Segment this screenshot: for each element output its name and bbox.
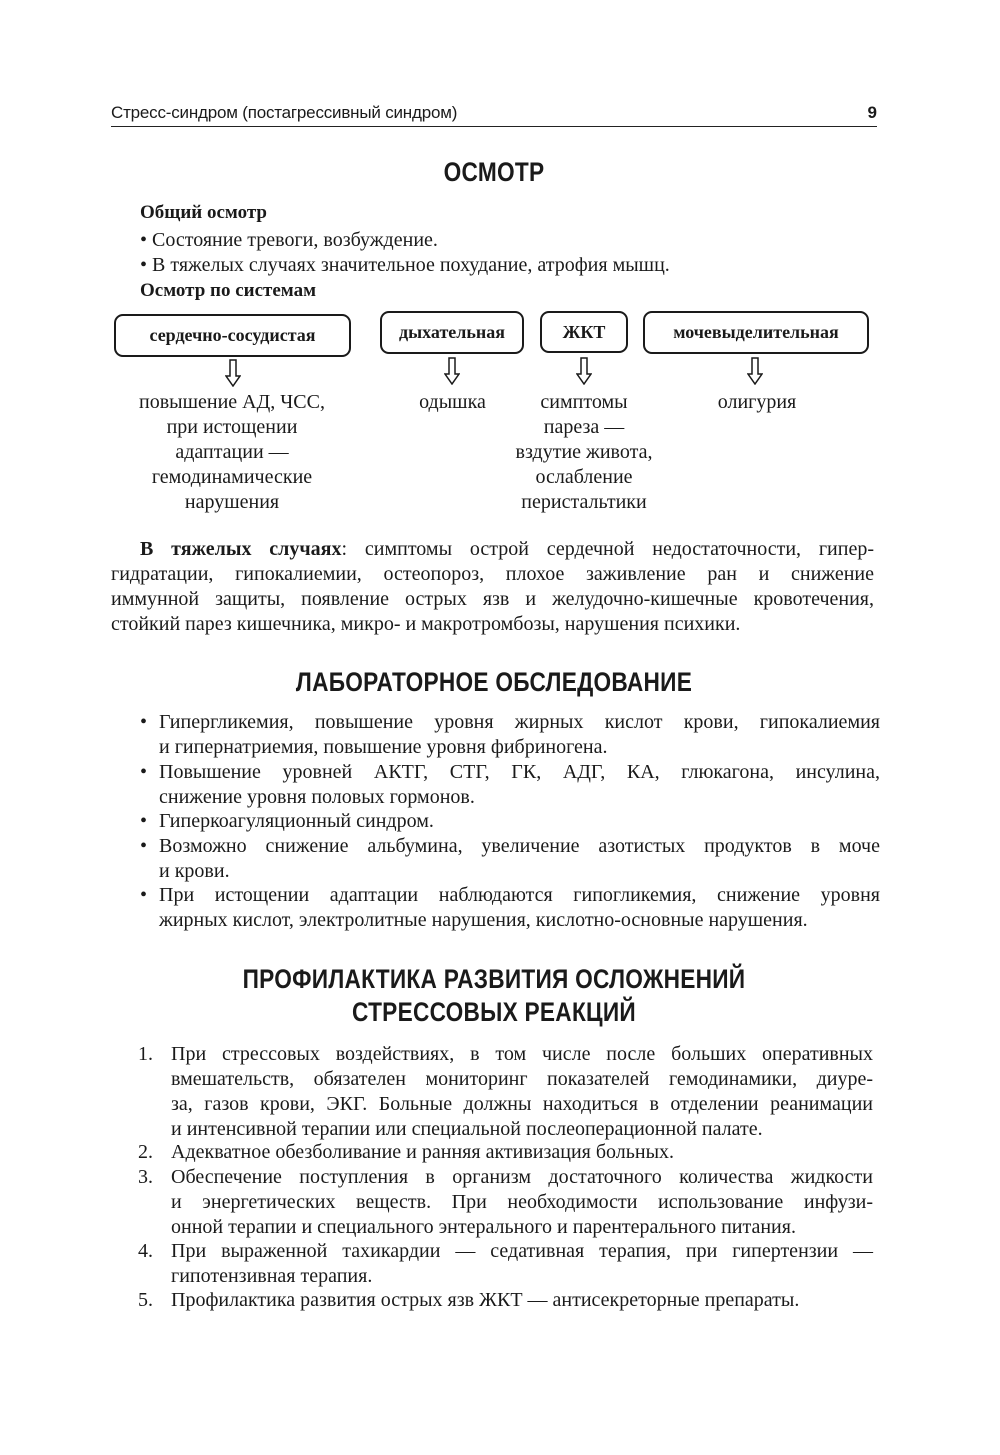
page-number: 9 — [867, 103, 877, 122]
severe-cases-lead: В тяжелых случаях — [140, 538, 342, 560]
finding-line: перистальтики — [521, 491, 647, 513]
general-exam-item: • В тяжелых случаях значительное похудание, атрофия мышц. — [140, 254, 670, 276]
systems-exam-title: Осмотр по системам — [140, 280, 317, 301]
section-heading-prevention-line2: СТРЕССОВЫХ РЕАКЦИЙ — [352, 997, 636, 1027]
finding-line: вздутие живота, — [515, 441, 653, 463]
finding-line: при истощении — [166, 416, 298, 438]
finding-line: адаптации — — [175, 441, 289, 463]
down-arrow-icon — [747, 357, 763, 385]
findings-gi — [500, 390, 668, 515]
finding-line: повышение АД, ЧСС, — [139, 391, 325, 413]
section-heading-prevention: ПРОФИЛАКТИКА РАЗВИТИЯ ОСЛОЖНЕНИЙ — [242, 964, 746, 994]
finding-line: олигурия — [717, 391, 797, 413]
running-title: Стресс-синдром (постагрессивный синдром) — [111, 103, 458, 122]
section-heading-lab: ЛАБОРАТОРНОЕ ОБСЛЕДОВАНИЕ — [295, 667, 693, 697]
findings-respiratory — [395, 390, 510, 415]
findings-cardiovascular — [112, 390, 352, 515]
system-box-urinary: мочевыделительная — [643, 311, 869, 354]
system-box-respiratory: дыхательная — [380, 311, 524, 354]
down-arrow-icon — [225, 359, 241, 387]
finding-line: ослабление — [535, 466, 633, 488]
section-heading-exam: ОСМОТР — [443, 157, 545, 187]
findings-urinary — [690, 390, 824, 415]
finding-line: одышка — [419, 391, 486, 413]
finding-line: гемодинамические — [151, 466, 313, 488]
general-exam-item: • Состояние тревоги, возбуждение. — [140, 229, 438, 251]
header-rule — [111, 126, 877, 127]
severe-cases-paragraph: В тяжелых случаях: симптомы острой сердечной недостаточности, гипер- гидратации, гипокалиемии, остеопороз, плохое заживление ран и снижение иммунной защиты, появление острых язв и желудочно-кишечные кровотечения, стойкий парез кишечника, микро- и макротромбозы, нарушения психики. — [111, 538, 874, 635]
finding-line: нарушения — [184, 491, 280, 513]
general-exam-title: Общий осмотр — [140, 202, 267, 223]
down-arrow-icon — [576, 357, 592, 385]
finding-line: симптомы — [540, 391, 628, 413]
system-box-cardiovascular: сердечно-сосудистая — [114, 314, 351, 357]
system-box-gi: ЖКТ — [540, 311, 628, 353]
down-arrow-icon — [444, 357, 460, 385]
finding-line: пареза — — [543, 416, 625, 438]
